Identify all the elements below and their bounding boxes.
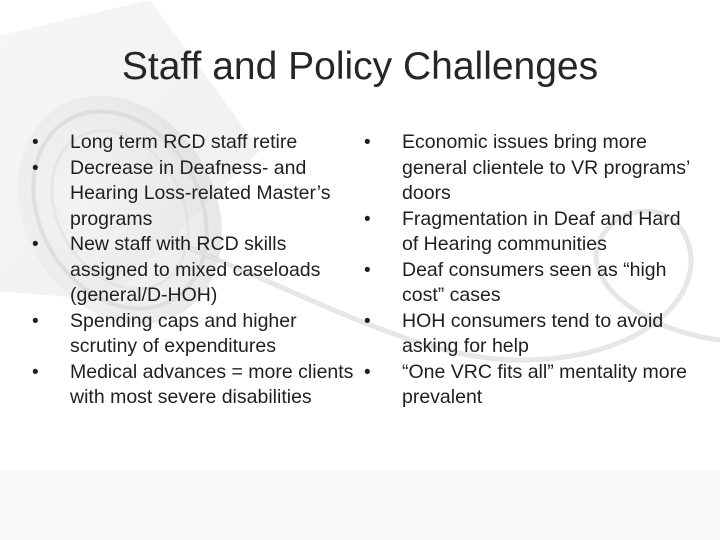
- list-item: [362, 258, 692, 309]
- bullet-text: New staff with RCD skills assigned to mixed caseloads (general/D-HOH): [70, 233, 321, 306]
- bullet-icon: •: [32, 234, 39, 255]
- list-item: [362, 309, 692, 360]
- bullet-text: Spending caps and higher scrutiny of expenditures: [70, 309, 297, 357]
- bullet-icon: •: [32, 310, 39, 332]
- bullet-text: HOH consumers tend to avoid asking for help: [402, 309, 664, 357]
- list-item: [30, 156, 360, 233]
- bullet-icon: •: [364, 361, 371, 383]
- list-item: [30, 309, 360, 360]
- list-item: [362, 207, 692, 258]
- bullet-text: Economic issues bring more general clientele to VR programs’ doors: [402, 131, 690, 204]
- bullet-text: Deaf consumers seen as “high cost” cases: [402, 258, 667, 306]
- bullet-icon: •: [32, 132, 39, 153]
- list-item: [362, 130, 692, 207]
- slide-title: Staff and Policy Challenges: [121, 45, 599, 88]
- left-bullet-list: [30, 130, 360, 411]
- bullet-icon: •: [364, 132, 371, 153]
- list-item: [30, 232, 360, 309]
- bullet-icon: •: [364, 208, 371, 230]
- list-item: [362, 360, 692, 411]
- bullet-icon: •: [364, 310, 371, 332]
- list-item: [30, 130, 360, 156]
- right-bullet-list: [362, 130, 692, 411]
- bullet-text: Decrease in Deafness- and Hearing Loss-related Master’s programs: [70, 156, 331, 230]
- list-item: [30, 360, 360, 411]
- bullet-text: Fragmentation in Deaf and Hard of Hearing communities: [402, 207, 681, 255]
- bullet-icon: •: [32, 361, 39, 383]
- bullet-text: Medical advances = more clients with most severe disabilities: [70, 360, 354, 408]
- bullet-text: Long term RCD staff retire: [70, 131, 298, 153]
- bullet-icon: •: [364, 259, 371, 281]
- bullet-text: “One VRC fits all” mentality more prevalent: [402, 360, 687, 408]
- bullet-icon: •: [32, 157, 39, 179]
